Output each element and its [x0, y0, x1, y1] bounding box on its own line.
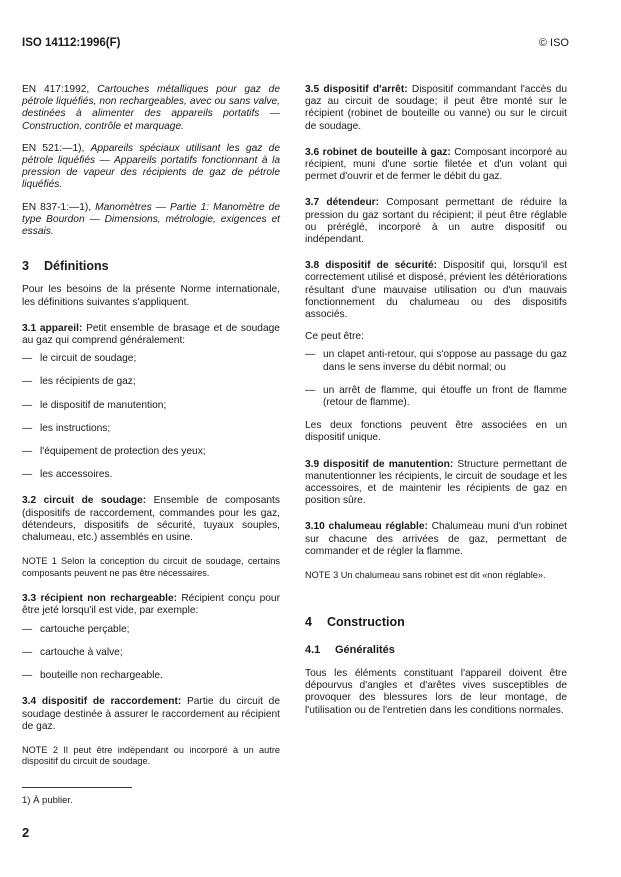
definition-3-3: 3.3 récipient non rechargeable: Récipient conçu pour être jeté lorsqu'il est vide, par exemple: [22, 593, 280, 617]
section-heading-construction: 4 Construction [305, 614, 405, 629]
definition-3-4: 3.4 dispositif de raccordement: Partie du circuit de soudage destinée à assurer le raccordement au récipient de gaz. [22, 696, 280, 732]
definition-3-10: 3.10 chalumeau réglable: Chalumeau muni d'un robinet sur chacune des arrivées de gaz, permettant de commander et de régler la flamme. [305, 521, 567, 557]
normative-reference: EN 417:1992, Cartouches métalliques pour gaz de pétrole liquéfiés, non rechargeables, avec ou sans valve, destinées à alimenter des appareils portatifs — Construction, contrôle et marquage. [22, 84, 280, 132]
copyright-mark: © ISO [538, 37, 569, 49]
document-reference: ISO 14112:1996(F) [22, 37, 121, 49]
normative-reference: EN 521:—1), Appareils spéciaux utilisant les gaz de pétrole liquéfiés — Appareils portatifs fonctionnant à la pression de vapeur des récipients de gaz de pétrole liquéfiés. [22, 142, 280, 191]
safety-device-combination: Les deux fonctions peuvent être associées en un dispositif unique. [305, 420, 567, 444]
list-item: — les accessoires. [22, 469, 280, 481]
right-column [305, 84, 567, 717]
left-column [22, 84, 280, 768]
normative-reference: EN 837-1:—1), Manomètres — Partie 1: Manomètre de type Bourdon — Dimensions, métrologie, exigences et essais. [22, 201, 280, 238]
note-2: NOTE 2 Il peut être indépendant ou incorporé à un autre dispositif du circuit de soudage. [22, 744, 280, 767]
definition-3-6: 3.6 robinet de bouteille à gaz: Composant incorporé au récipient, muni d'une sortie filetée et d'un volant qui permet d'ouvrir et de fermer le débit du gaz. [305, 146, 567, 183]
safety-device-list [305, 349, 567, 409]
section-heading-definitions: 3 Définitions [22, 259, 109, 274]
definition-3-8: 3.8 dispositif de sécurité: Dispositif qui, lorsqu'il est correctement utilisé et disposé, prévient les détériorations résultant d'une mauvaise utilisation ou d'un mauvais fonctionnement du chalumeau ou des dispositifs associés. [305, 260, 567, 321]
list-item: — le circuit de soudage; [22, 353, 280, 365]
definitions-intro: Pour les besoins de la présente Norme internationale, les définitions suivantes s'appliquent. [22, 284, 280, 308]
list-item: — un clapet anti-retour, qui s'oppose au passage du gaz dans le sens inverse du débit normal; ou [305, 349, 567, 373]
list-item: — les instructions; [22, 423, 280, 435]
list-item: — cartouche perçable; [22, 624, 280, 636]
subsection-heading-general: 4.1 Généralités [305, 643, 395, 656]
general-requirements-paragraph: Tous les éléments constituant l'appareil doivent être dépourvus d'angles et d'arêtes vives susceptibles de provoquer des blessures lors de leur montage, de l'utilisation ou de l'entretien dans les conditions normales. [305, 668, 567, 716]
list-item: — cartouche à valve; [22, 647, 280, 659]
list-item: — le dispositif de manutention; [22, 400, 280, 412]
definition-3-5: 3.5 dispositif d'arrêt: Dispositif commandant l'accès du gaz au circuit de soudage; il peut être monté sur le récipient (robinet de bouteille ou vanne) ou sur le circuit de soudage. [305, 84, 567, 132]
list-item: — les récipients de gaz; [22, 376, 280, 388]
container-examples-list [22, 624, 280, 683]
note-1: NOTE 1 Selon la conception du circuit de soudage, certains composants peuvent ne pas être nécessaires. [22, 556, 280, 578]
footnote: 1) À publier. [22, 795, 73, 806]
safety-device-intro: Ce peut être: [305, 331, 364, 343]
definition-3-2: 3.2 circuit de soudage: Ensemble de composants (dispositifs de raccordement, commandes pour les gaz, détendeurs, dispositifs de sécurité, tuyaux souples, chalumeau, etc.) assemblés en usine. [22, 495, 280, 544]
list-item: — bouteille non rechargeable. [22, 670, 280, 682]
list-item: — l'équipement de protection des yeux; [22, 446, 280, 458]
note-3: NOTE 3 Un chalumeau sans robinet est dit «non réglable». [305, 570, 546, 581]
footnote-divider [22, 787, 132, 788]
definition-3-9: 3.9 dispositif de manutention: Structure permettant de manutentionner les récipients, le circuit de soudage et les accessoires, et de maintenir les récipients de gaz en position sûre. [305, 458, 567, 507]
apparatus-components-list [22, 353, 280, 481]
definition-3-1: 3.1 appareil: Petit ensemble de brasage et de soudage au gaz qui comprend généralement: [22, 322, 280, 347]
page-number: 2 [22, 825, 30, 840]
definition-3-7: 3.7 détendeur: Composant permettant de réduire la pression du gaz sortant du récipient; il peut être réglable ou préréglé, incorporé à un autre dispositif ou indépendant. [305, 197, 567, 246]
list-item: — un arrêt de flamme, qui étouffe un front de flamme (retour de flamme). [305, 385, 567, 409]
